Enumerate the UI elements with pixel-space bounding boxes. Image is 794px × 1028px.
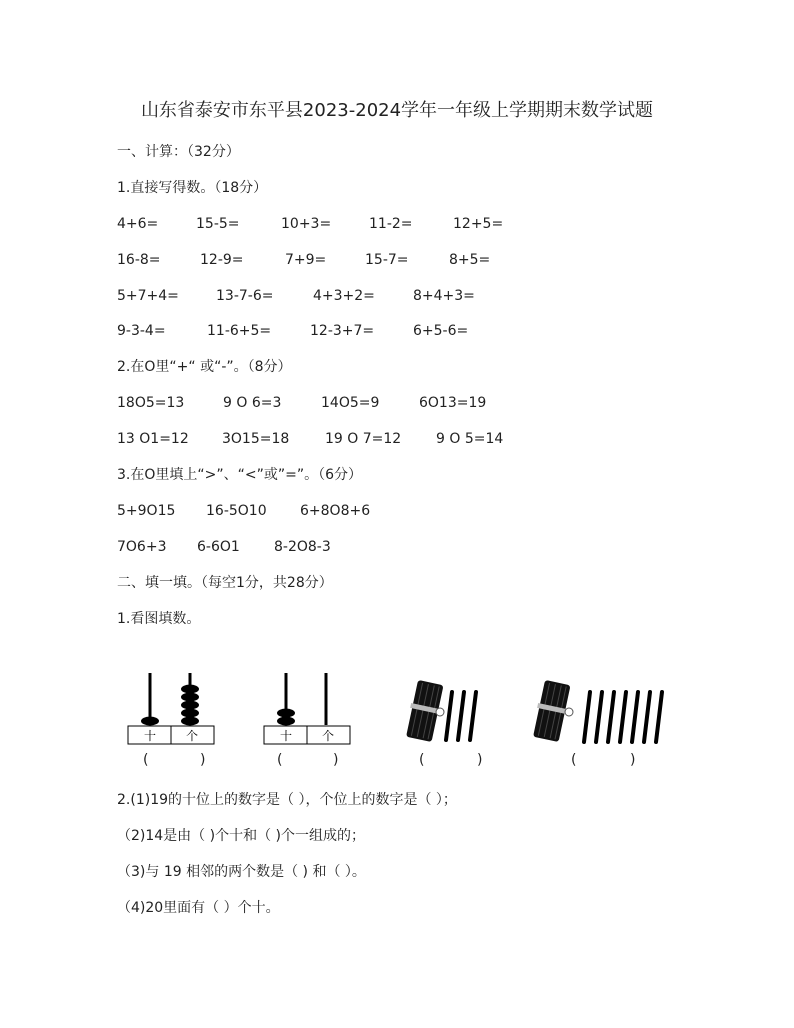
q3-item: 6+8O8+6: [300, 503, 371, 519]
q1-item: 16-8=: [117, 252, 161, 268]
abacus-ones-label: 个: [185, 729, 199, 743]
q2-item: 18O5=13: [117, 395, 185, 411]
q2-item: 13 O1=12: [117, 431, 189, 447]
q3-item: 7O6+3: [117, 539, 167, 555]
q1-item: 11-2=: [369, 216, 413, 232]
answer-paren-open: (: [143, 752, 149, 768]
section-1-heading: 一、计算：（32分）: [117, 144, 240, 160]
q1-item: 12-9=: [200, 252, 244, 268]
q1-item: 9-3-4=: [117, 323, 166, 339]
stick-bundle-1: [404, 679, 476, 742]
section-2-heading: 二、填一填。（每空1分，共28分）: [117, 575, 333, 591]
q1-item: 5+7+4=: [117, 288, 179, 304]
q1-item: 15-7=: [365, 252, 409, 268]
q1-item: 4+3+2=: [313, 288, 375, 304]
q1-item: 10+3=: [281, 216, 332, 232]
answer-paren-close: ): [333, 752, 339, 768]
answer-paren-open: (: [419, 752, 425, 768]
q2-item: 3O15=18: [222, 431, 290, 447]
abacus-tens-label: 十: [143, 729, 157, 743]
answer-paren-open: (: [571, 752, 577, 768]
abacus-1: [128, 673, 214, 744]
stick-bundle-2: [531, 679, 662, 742]
q2-item: 19 O 7=12: [325, 431, 402, 447]
abacus-tens-label: 十: [279, 729, 293, 743]
q1-heading: 1.直接写得数。（18分）: [117, 180, 268, 196]
q1-item: 12-3+7=: [310, 323, 375, 339]
fill2-question: （3)与 19 相邻的两个数是（ ) 和（ ）。: [117, 864, 366, 880]
q1-item: 13-7-6=: [216, 288, 274, 304]
q3-item: 8-2O8-3: [274, 539, 331, 555]
abacus-2: [264, 673, 350, 744]
q2-heading: 2.在O里“+“ 或“-”。（8分）: [117, 359, 292, 375]
q3-heading: 3.在O里填上“>”、“<”或”=”。（6分）: [117, 467, 362, 483]
q3-item: 5+9O15: [117, 503, 176, 519]
q1-item: 7+9=: [285, 252, 327, 268]
abacus-ones-label: 个: [321, 729, 335, 743]
q1-item: 8+5=: [449, 252, 491, 268]
answer-paren-open: (: [277, 752, 283, 768]
fill2-question: （2)14是由（ )个十和（ )个一组成的；: [117, 828, 366, 844]
fill1-heading: 1.看图填数。: [117, 611, 201, 627]
q3-item: 16-5O10: [206, 503, 267, 519]
answer-paren-close: ): [630, 752, 636, 768]
fill2-question: 2.(1)19的十位上的数字是（ ），个位上的数字是（ ）；: [117, 792, 457, 808]
q3-item: 6-6O1: [197, 539, 240, 555]
q1-item: 11-6+5=: [207, 323, 272, 339]
fill2-question: （4)20里面有（ ）个十。: [117, 900, 280, 916]
q2-item: 14O5=9: [321, 395, 380, 411]
q2-item: 9 O 5=14: [436, 431, 504, 447]
q1-item: 12+5=: [453, 216, 504, 232]
answer-paren-close: ): [477, 752, 483, 768]
q1-item: 15-5=: [196, 216, 240, 232]
q2-item: 9 O 6=3: [223, 395, 282, 411]
page-title: 山东省泰安市东平县2023-2024学年一年级上学期期末数学试题: [140, 100, 654, 121]
q2-item: 6O13=19: [419, 395, 487, 411]
q1-item: 8+4+3=: [413, 288, 475, 304]
answer-paren-close: ): [200, 752, 206, 768]
q1-item: 4+6=: [117, 216, 159, 232]
q1-item: 6+5-6=: [413, 323, 469, 339]
